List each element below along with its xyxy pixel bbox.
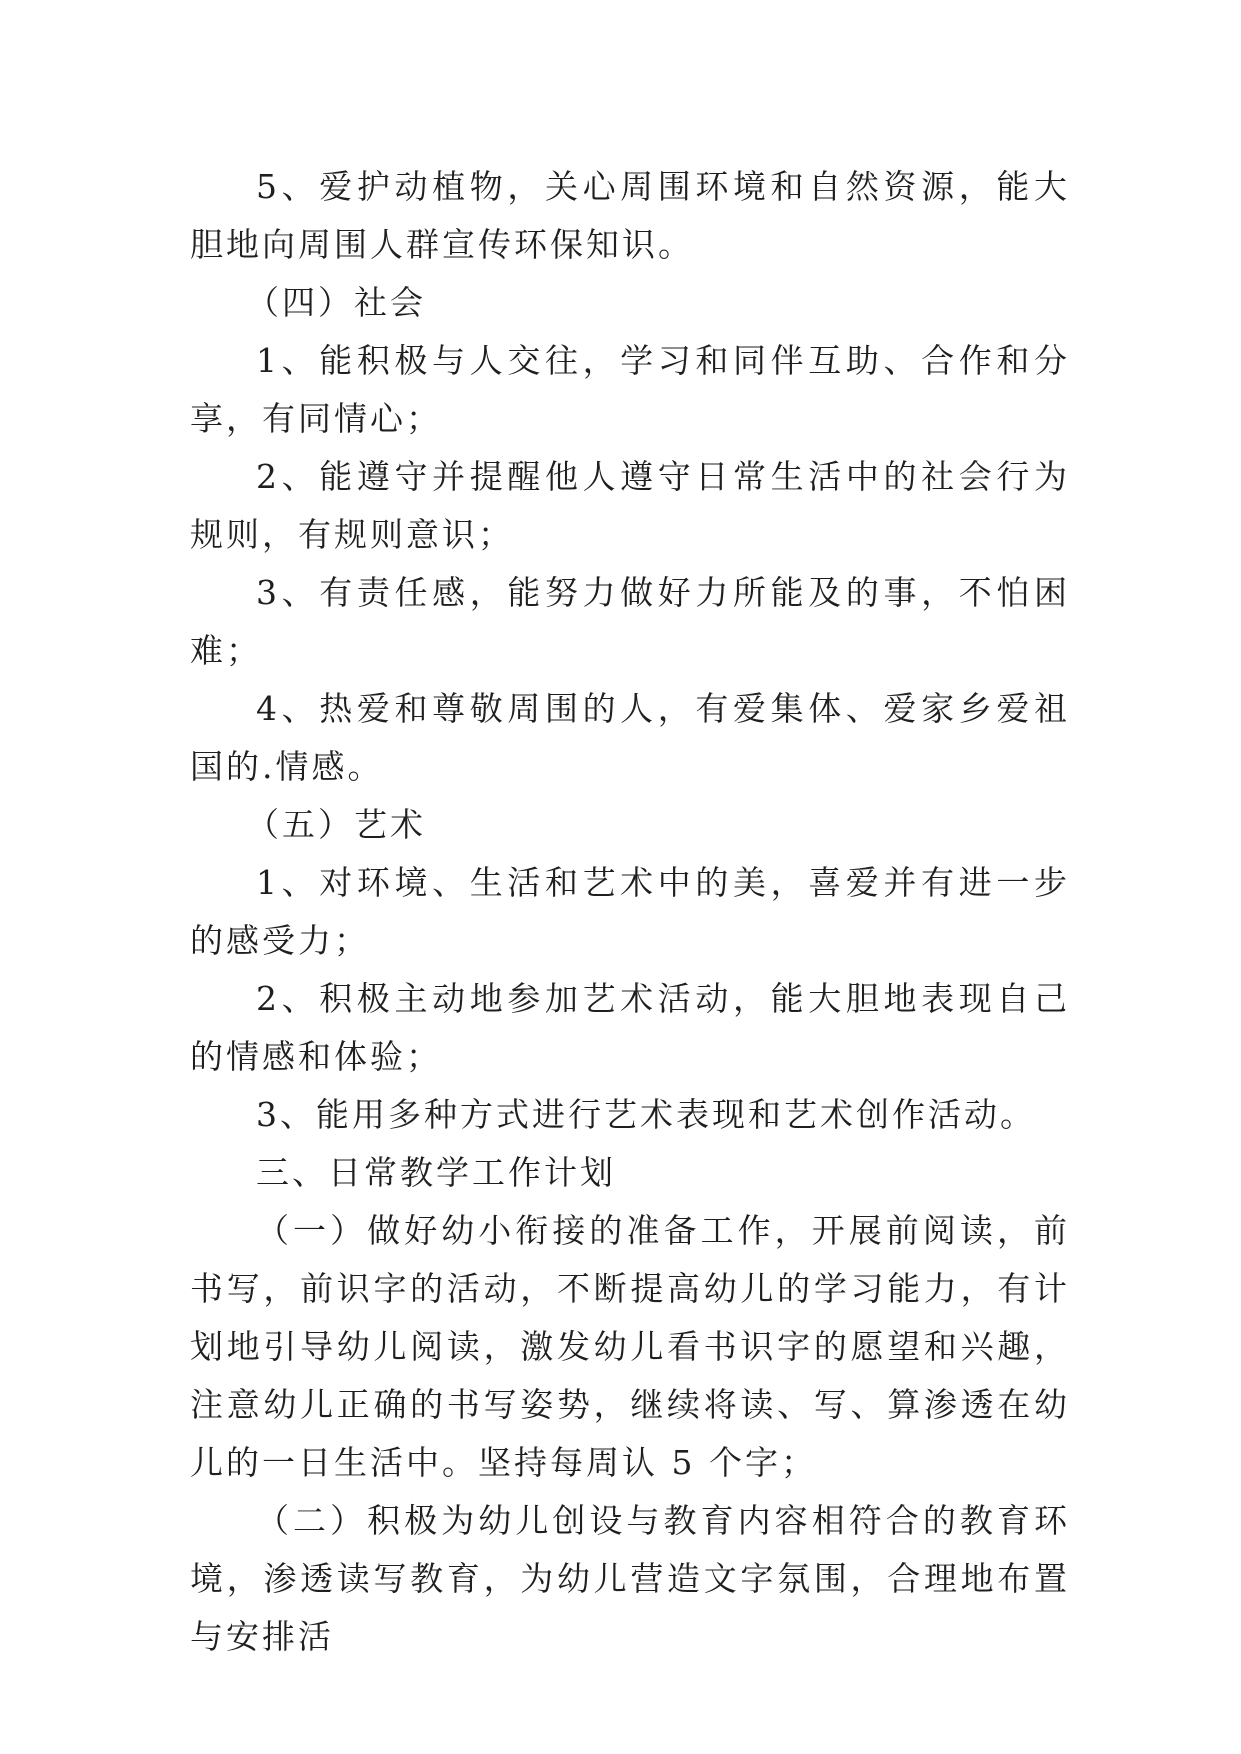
paragraph-art-3: 3、能用多种方式进行艺术表现和艺术创作活动。 (256, 1095, 1036, 1134)
document-body (190, 158, 1070, 1666)
paragraph-nature-5: 5、爱护动植物，关心周围环境和自然资源，能大胆地向周围人群宣传环保知识。 (190, 167, 1070, 264)
paragraph-society-4: 4、热爱和尊敬周围的人，有爱集体、爱家乡爱祖国的.情感。 (190, 689, 1070, 786)
section-heading-teaching-plan: 三、日常教学工作计划 (256, 1153, 616, 1192)
section-heading-art: （五）艺术 (246, 805, 426, 844)
paragraph-society-2: 2、能遵守并提醒他人遵守日常生活中的社会行为规则，有规则意识； (190, 457, 1070, 554)
paragraph-art-2: 2、积极主动地参加艺术活动，能大胆地表现自己的情感和体验； (190, 979, 1070, 1076)
paragraph-plan-1: （一）做好幼小衔接的准备工作，开展前阅读，前书写，前识字的活动，不断提高幼儿的学习能力，有计划地引导幼儿阅读，激发幼儿看书识字的愿望和兴趣，注意幼儿正确的书写姿势，继续将读、写、算渗透在幼儿的一日生活中。坚持每周认 5 个字； (190, 1211, 1070, 1482)
paragraph-society-3: 3、有责任感，能努力做好力所能及的事，不怕困难； (190, 573, 1070, 670)
paragraph-plan-2: （二）积极为幼儿创设与教育内容相符合的教育环境，渗透读写教育，为幼儿营造文字氛围，合理地布置与安排活 (190, 1501, 1070, 1656)
paragraph-society-1: 1、能积极与人交往，学习和同伴互助、合作和分享，有同情心； (190, 341, 1070, 438)
paragraph-art-1: 1、对环境、生活和艺术中的美，喜爱并有进一步的感受力； (190, 863, 1070, 960)
section-heading-society: （四）社会 (246, 283, 426, 322)
